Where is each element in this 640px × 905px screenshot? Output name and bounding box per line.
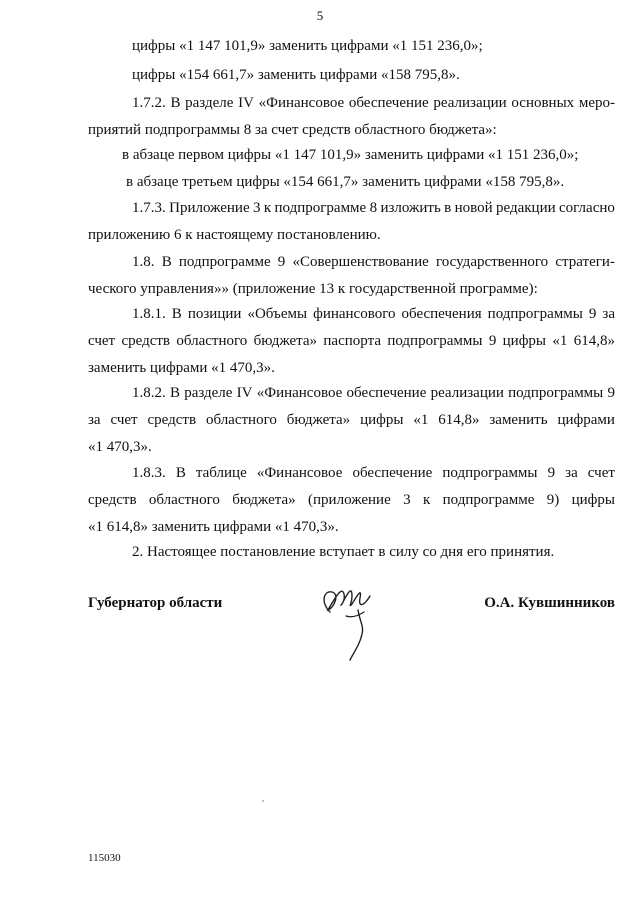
word: меро- (578, 95, 615, 111)
word: обеспечение (352, 465, 433, 481)
text-line (88, 460, 615, 487)
word: 3 (403, 492, 411, 508)
word: изложить (380, 200, 441, 216)
word: (приложение (308, 492, 391, 508)
word: за (88, 412, 101, 428)
word: 9 (488, 333, 497, 349)
paragraph (88, 539, 615, 566)
word: В (169, 385, 180, 401)
word: 614,8» (438, 412, 480, 428)
word: областного (205, 412, 277, 428)
text-line (88, 380, 615, 407)
word: «Финансовое (258, 95, 345, 111)
word: за (602, 306, 615, 322)
paragraph (88, 249, 615, 303)
word: счет (88, 333, 116, 349)
paragraph (88, 195, 615, 249)
word: 1.7.3. (132, 200, 166, 216)
word: 3 (252, 200, 261, 216)
text-line: цифры «154 661,7» заменить цифрами «158 795,8». (132, 67, 460, 83)
word: 1.8.1. (132, 306, 166, 322)
paragraph (88, 142, 615, 169)
word: «Объемы (247, 306, 308, 322)
word: 9 (277, 254, 286, 270)
paragraph (88, 90, 615, 144)
signer-title: Губернатор области (88, 595, 223, 611)
text-line: 2. Настоящее постановление вступает в силу со дня его принятия. (132, 544, 555, 560)
word: бюджета» (253, 333, 318, 349)
word: подпрограмме (178, 254, 271, 270)
word: обеспечение (348, 95, 429, 111)
word: подпрограмме (274, 200, 367, 216)
word: заменить (489, 412, 548, 428)
paragraph (88, 169, 615, 196)
word: «Финансовое (256, 385, 343, 401)
word: редакции (496, 200, 556, 216)
word: средств (88, 492, 137, 508)
word: подпрограммы (387, 333, 483, 349)
word: подпрограмме (442, 492, 535, 508)
text-line: цифры «1 147 101,9» заменить цифрами «1 151 236,0»; (132, 38, 483, 54)
paragraph (88, 62, 615, 89)
word: Приложение (169, 200, 250, 216)
text-line (88, 90, 615, 117)
paragraph (88, 380, 615, 461)
word: цифры (360, 412, 404, 428)
word: «Финансовое (256, 465, 343, 481)
word: государственного (436, 254, 549, 270)
word: «1 (552, 333, 568, 349)
signer-name: О.А. Кувшинников (484, 595, 615, 611)
word: 1.8. (132, 254, 155, 270)
word: реализации (433, 95, 507, 111)
word: цифры (571, 492, 615, 508)
text-line (88, 249, 615, 276)
word: счет (110, 412, 138, 428)
page-number: 5 (316, 8, 324, 23)
text-line: ческого управления»» (приложение 13 к государственной программе): (88, 281, 538, 297)
word: IV (238, 95, 254, 111)
word: бюджета» (286, 412, 351, 428)
text-line: приятий подпрограммы 8 за счет средств областного бюджета»: (88, 122, 497, 138)
word: 9) (546, 492, 560, 508)
word: подпрограммы (508, 385, 604, 401)
word: 1.8.3. (132, 465, 166, 481)
word: 9 (588, 306, 597, 322)
word: обеспечения (401, 306, 482, 322)
text-line: «1 614,8» заменить цифрами «1 470,3». (88, 519, 339, 535)
word: цифры (502, 333, 547, 349)
word: согласно (559, 200, 615, 216)
word: средств (147, 412, 197, 428)
word: В (170, 95, 181, 111)
word: средств (121, 333, 171, 349)
word: IV (236, 385, 253, 401)
word: в (444, 200, 452, 216)
text-line (88, 407, 615, 434)
word: стратеги- (555, 254, 615, 270)
word: 9 (607, 385, 615, 401)
paragraph (88, 301, 615, 382)
word: цифрами (557, 412, 615, 428)
word: разделе (184, 385, 233, 401)
word: за (565, 465, 578, 481)
word: В (171, 306, 182, 322)
word: 614,8» (573, 333, 615, 349)
word: к (422, 492, 431, 508)
word: паспорта (323, 333, 381, 349)
word: бюджета» (232, 492, 296, 508)
text-line (88, 487, 615, 514)
paragraph (88, 460, 615, 541)
text-line (88, 195, 615, 222)
word: В (175, 465, 186, 481)
word: реализации (430, 385, 504, 401)
word: подпрограммы (442, 465, 538, 481)
word: к (263, 200, 272, 216)
scan-speck (262, 800, 264, 802)
text-line: в абзаце третьем цифры «154 661,7» заменить цифрами «158 795,8». (126, 174, 565, 190)
word: В (161, 254, 172, 270)
word: 8 (369, 200, 378, 216)
word: новой (454, 200, 493, 216)
handwritten-signature (318, 582, 388, 662)
paragraph (88, 33, 615, 60)
text-line: «1 470,3». (88, 439, 152, 455)
word: «Совершенствование (292, 254, 429, 270)
text-line (88, 328, 615, 355)
text-line: приложению 6 к настоящему постановлению. (88, 227, 381, 243)
word: 1.8.2. (132, 385, 166, 401)
text-line: в абзаце первом цифры «1 147 101,9» заменить цифрами «1 151 236,0»; (122, 147, 579, 163)
word: 1.7.2. (132, 95, 166, 111)
word: подпрограммы (487, 306, 583, 322)
document-code: 115030 (88, 852, 121, 864)
word: областного (148, 492, 220, 508)
word: позиции (187, 306, 242, 322)
word: финансового (313, 306, 396, 322)
word: 9 (547, 465, 556, 481)
word: обеспечение (346, 385, 427, 401)
word: таблице (195, 465, 247, 481)
word: счет (587, 465, 615, 481)
word: разделе (185, 95, 234, 111)
word: основных (511, 95, 575, 111)
word: областного (176, 333, 248, 349)
text-line (88, 301, 615, 328)
word: «1 (413, 412, 429, 428)
text-line: заменить цифрами «1 470,3». (88, 360, 275, 376)
